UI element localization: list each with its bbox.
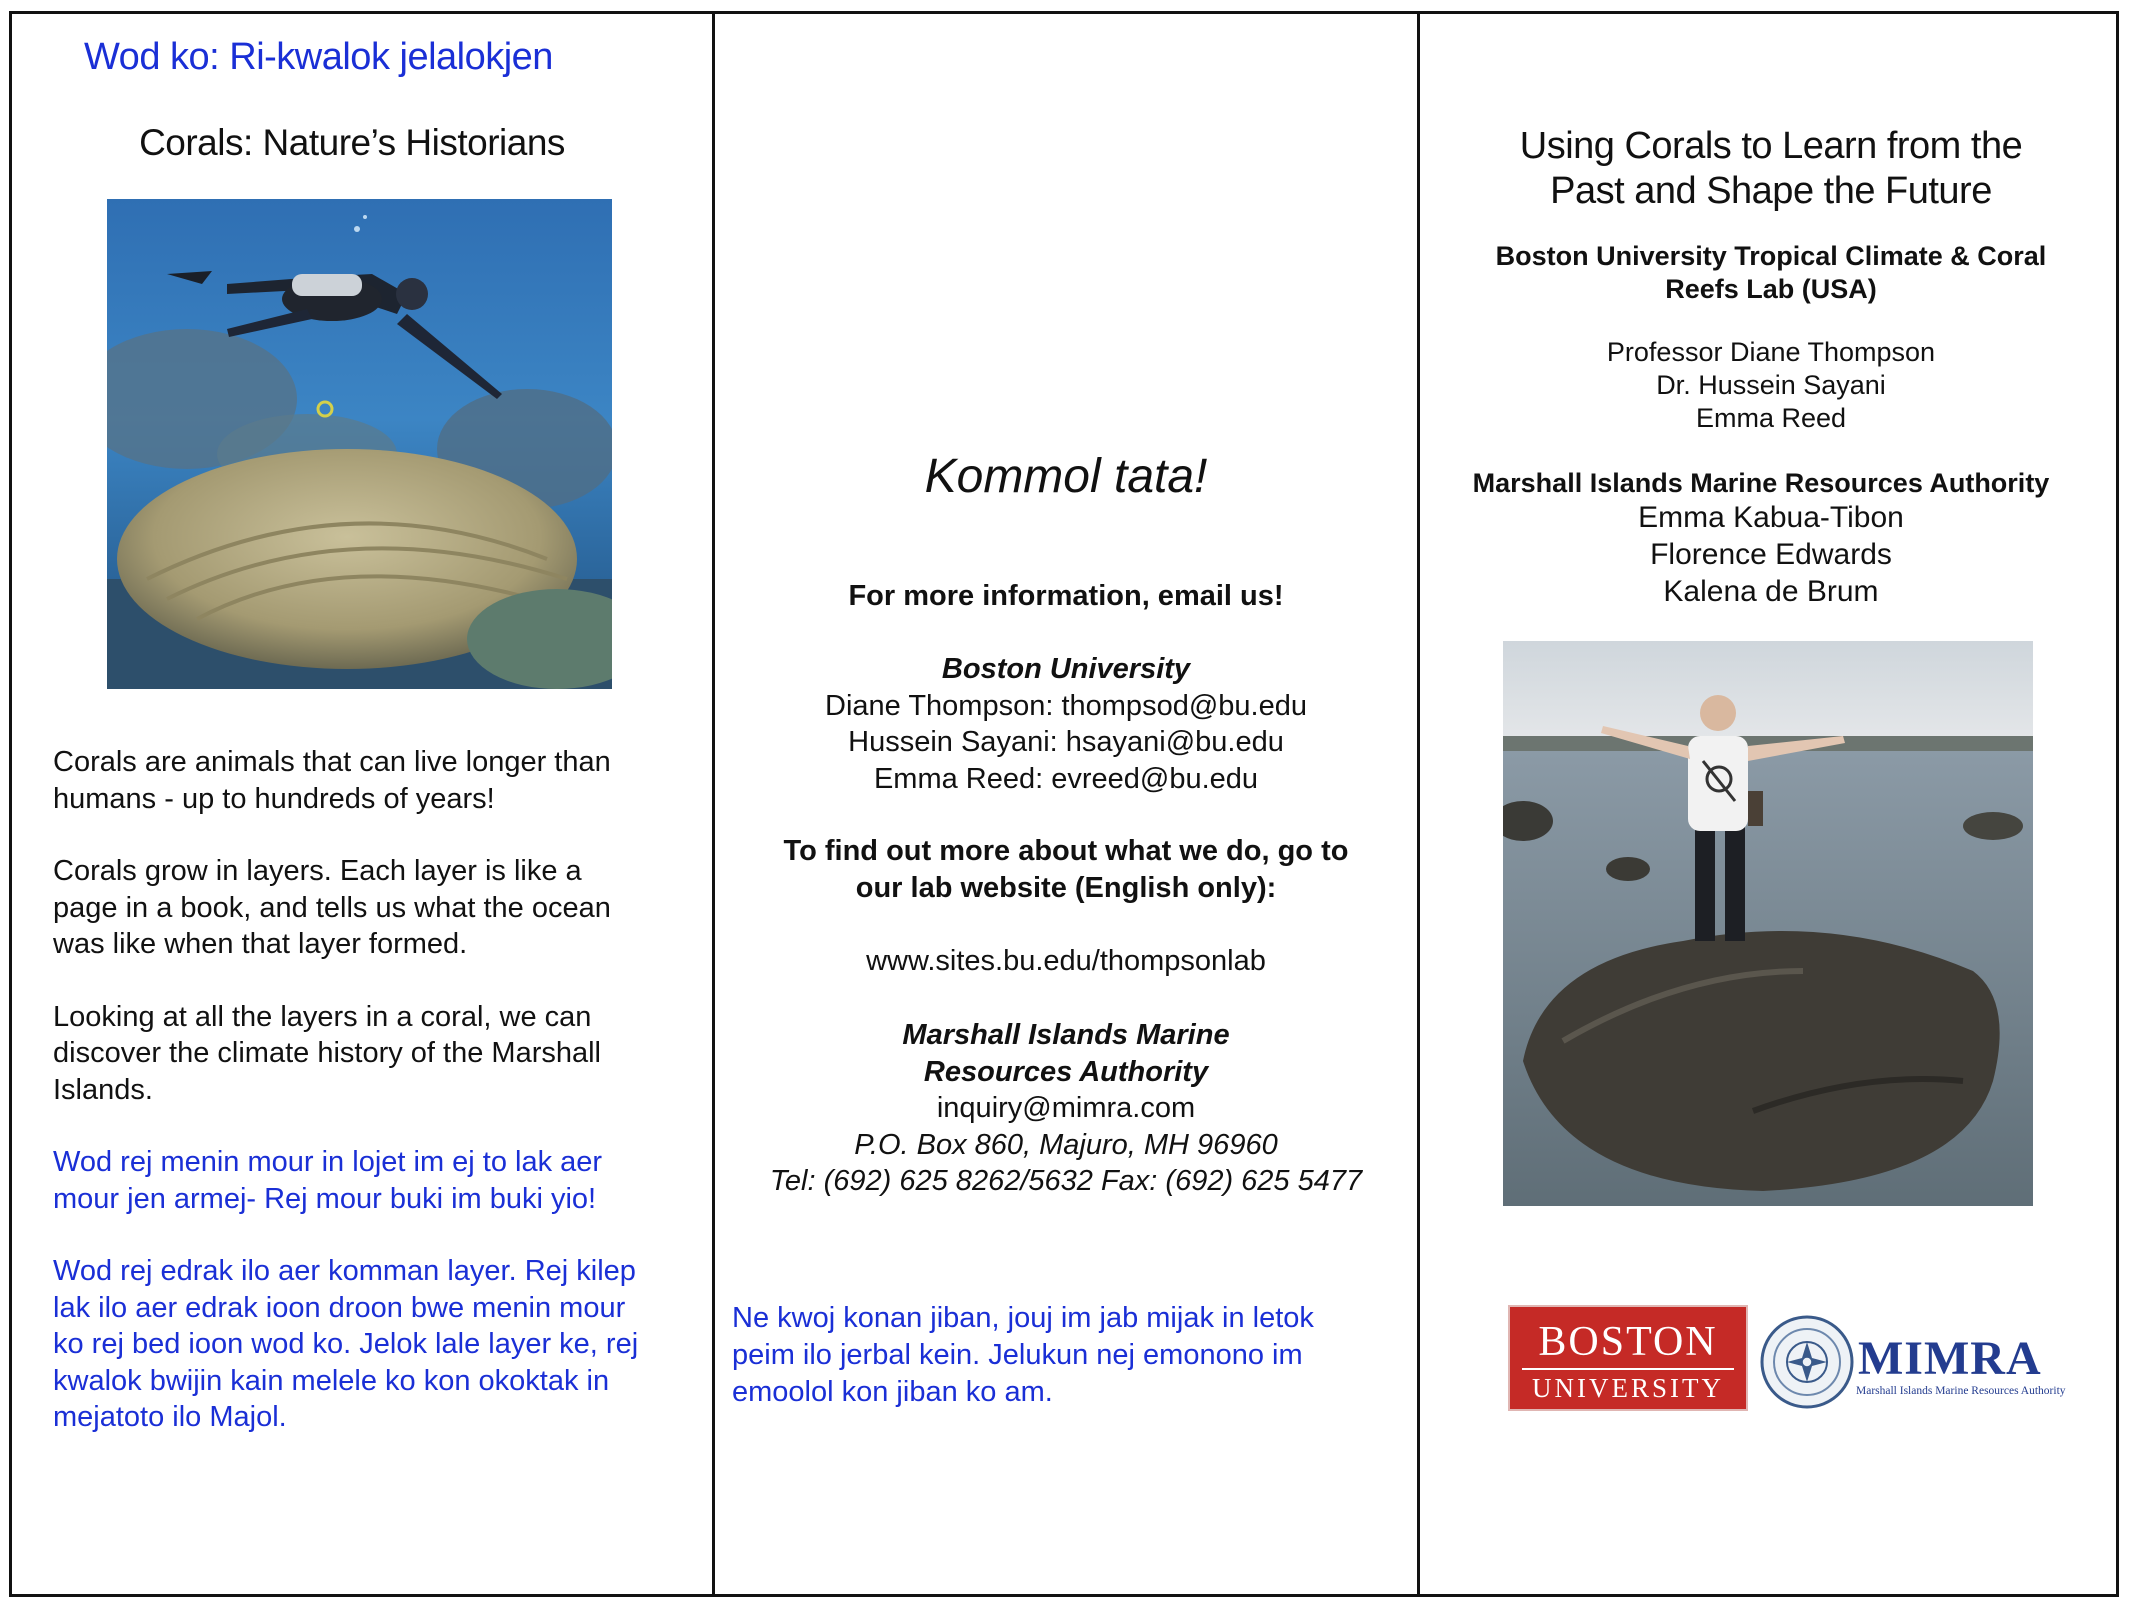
paragraph-en-lifespan <box>53 744 693 817</box>
website-heading <box>716 833 1416 906</box>
paragraph-en-layers <box>53 853 693 963</box>
paragraph-mh-lifespan <box>53 1144 693 1217</box>
contact-email-thompson[interactable]: Diane Thompson: thompsod@bu.edu <box>825 689 1307 722</box>
text-line: Boston University Tropical Climate & Coral <box>1495 241 2047 271</box>
panel-right <box>1421 14 2121 1594</box>
team-member: Professor Diane Thompson <box>1606 337 1936 367</box>
team-member: Emma Reed <box>1695 403 1847 433</box>
title-marshallese: Wod ko: Ri-kwalok jelalokjen <box>84 36 553 78</box>
text-line: page in a book, and tells us what the ocean <box>53 891 611 924</box>
text-line: Reefs Lab (USA) <box>1665 274 1877 304</box>
mimra-seal-icon <box>1760 1315 1854 1409</box>
mimra-email-link[interactable]: inquiry@mimra.com <box>936 1092 1196 1124</box>
lab-name <box>1421 240 2121 306</box>
bu-team-list <box>1421 336 2121 435</box>
contact-email-reed[interactable]: Emma Reed: evreed@bu.edu <box>873 762 1259 795</box>
email-heading: For more information, email us! <box>848 580 1284 612</box>
mimra-heading-line: Marshall Islands Marine <box>902 1019 1230 1051</box>
mimra-name: Marshall Islands Marine Resources Authority <box>1472 468 2050 498</box>
text-line: Islands. <box>53 1073 153 1106</box>
scuba-diver-photo <box>107 199 612 689</box>
boston-university-logo <box>1508 1305 1748 1411</box>
mimra-address: P.O. Box 860, Majuro, MH 96960 <box>854 1128 1278 1161</box>
panel-divider <box>1417 11 1420 1597</box>
bu-contacts <box>716 651 1416 797</box>
person-on-rock-photo <box>1503 641 2033 1206</box>
text-line: humans - up to hundreds of years! <box>53 782 495 815</box>
text-line: Wod rej menin mour in lojet im ej to lak aer <box>53 1146 603 1178</box>
brochure-title <box>1421 124 2121 214</box>
text-line: Looking at all the layers in a coral, we can <box>53 1000 592 1033</box>
text-line: lak ilo aer edrak ioon droon bwe menin mour <box>53 1291 626 1324</box>
panel-divider <box>712 11 715 1597</box>
text-line: peim ilo jerbal kein. Jelukun nej emonono im <box>732 1339 1303 1371</box>
marshallese-closing-note <box>732 1300 1372 1411</box>
text-line: To find out more about what we do, go to <box>783 835 1349 867</box>
text-line: our lab website (English only): <box>855 871 1277 904</box>
thank-you-heading: Kommol tata! <box>924 450 1208 503</box>
mimra-heading-line: Resources Authority <box>923 1055 1209 1088</box>
mimra-logo <box>1760 1315 2066 1411</box>
paragraph-mh-layers <box>53 1253 693 1436</box>
team-member: Emma Kabua-Tibon <box>1638 501 1904 534</box>
panel-middle <box>716 14 1416 1594</box>
text-line: discover the climate history of the Marshall <box>53 1037 601 1069</box>
text-line: Ne kwoj konan jiban, jouj im jab mijak in letok <box>732 1302 1314 1334</box>
contact-email-sayani[interactable]: Hussein Sayani: hsayani@bu.edu <box>848 726 1284 758</box>
mimra-team-list <box>1421 499 2121 610</box>
bu-heading: Boston University <box>941 653 1191 685</box>
logo-tagline: Marshall Islands Marine Resources Authority <box>1856 1385 2066 1397</box>
text-line: mour jen armej- Rej mour buki im buki yio! <box>53 1182 597 1215</box>
text-line: kwalok bwijin kain melele ko kon okoktak in <box>53 1364 610 1397</box>
text-line: emoolol kon jiban ko am. <box>732 1376 1053 1408</box>
text-line: Corals grow in layers. Each layer is like a <box>53 855 582 887</box>
panel-left <box>12 14 712 1594</box>
text-line: Past and Shape the Future <box>1550 170 1992 212</box>
logo-text: UNIVERSITY <box>1532 1373 1724 1403</box>
mimra-contacts <box>716 1017 1416 1200</box>
lab-website-link[interactable]: www.sites.bu.edu/thompsonlab <box>866 945 1266 977</box>
logo-text: BOSTON <box>1538 1319 1718 1365</box>
team-member: Florence Edwards <box>1650 538 1892 571</box>
text-line: Wod rej edrak ilo aer komman layer. Rej kilep <box>53 1255 636 1287</box>
text-line: Corals are animals that can live longer than <box>53 746 611 778</box>
left-panel-body <box>53 744 693 1472</box>
text-line: mejatoto ilo Majol. <box>53 1401 287 1433</box>
logo-rule <box>1522 1368 1734 1370</box>
paragraph-en-climate <box>53 999 693 1109</box>
title-english: Corals: Nature’s Historians <box>139 122 565 163</box>
mimra-phone: Tel: (692) 625 8262/5632 Fax: (692) 625 5477 <box>769 1165 1363 1197</box>
text-line: Using Corals to Learn from the <box>1519 125 2023 167</box>
logo-text: MIMRA <box>1858 1332 2042 1385</box>
text-line: ko rej bed ioon wod ko. Jelok lale layer ke, rej <box>53 1328 639 1360</box>
text-line: was like when that layer formed. <box>53 928 468 960</box>
team-member: Dr. Hussein Sayani <box>1656 370 1886 400</box>
team-member: Kalena de Brum <box>1663 575 1879 608</box>
